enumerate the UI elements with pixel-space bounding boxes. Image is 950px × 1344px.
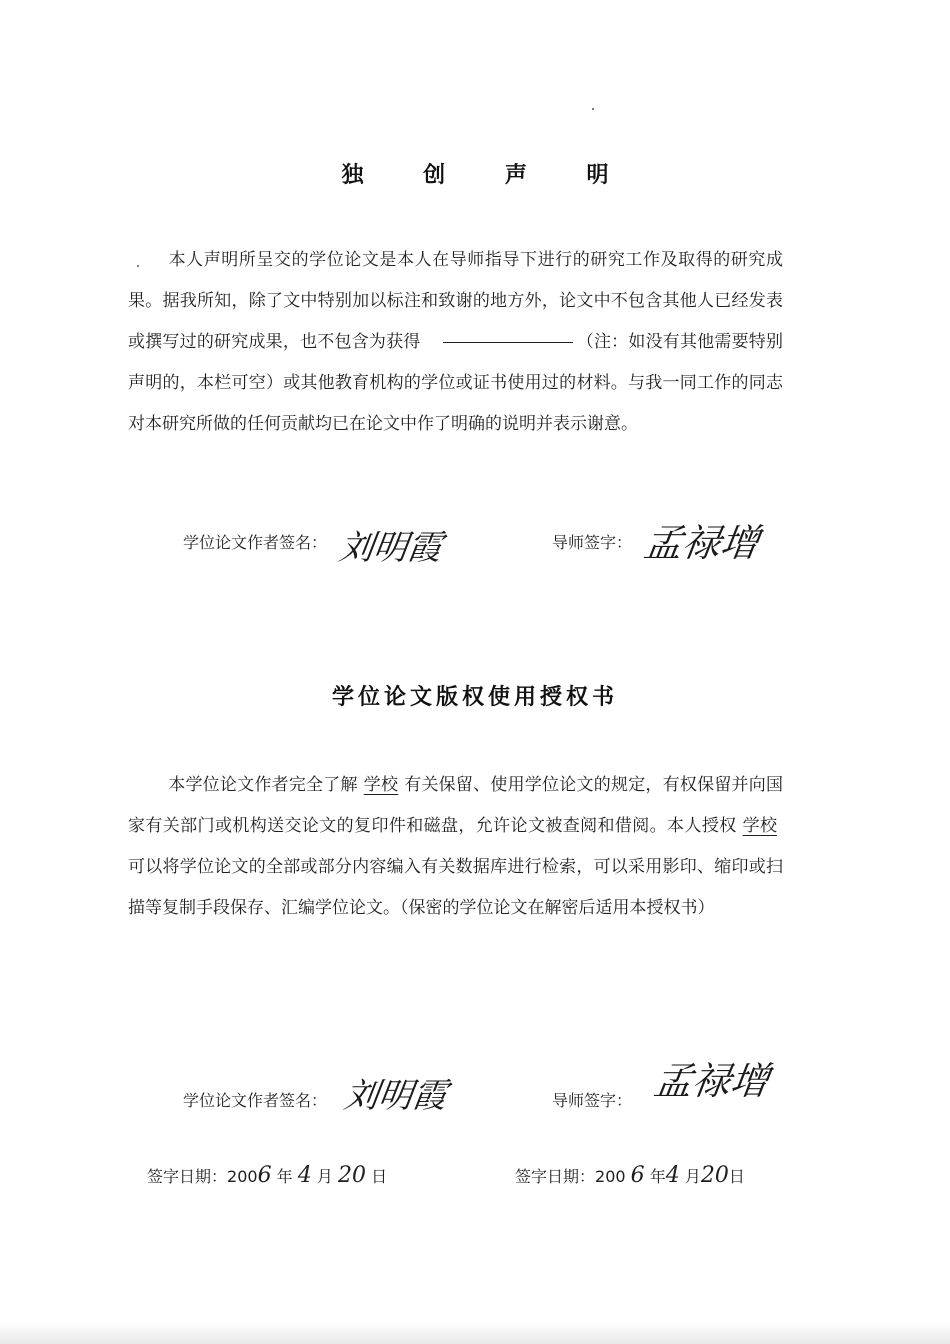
scan-speck [592, 108, 594, 110]
authorization-text-part-2: 有关保留、使用学位论文的规定，有权保留并向国家有关部门或机构送交论文的复印件和磁盘，允许论文被查阅和借阅。本人授权 [128, 775, 784, 836]
author-date-month-unit: 月 [316, 1167, 333, 1186]
declaration-text-part-1: 本人声明所呈交的学位论文是本人在导师指导下进行的研究工作及取得的研究成果。据我所知，除了文中特别加以标注和致谢的地方外，论文中不包含其他人已经发表或撰写过的研究成果，也不包含为获得 [128, 250, 783, 352]
authorization-title: 学位论文版权使用授权书 [331, 685, 618, 710]
advisor-date-day-unit: 日 [728, 1167, 745, 1186]
advisor-date-month-unit: 月 [684, 1167, 701, 1186]
author-sign-date [147, 1163, 387, 1188]
authorization-grantee-1: 学校 [363, 775, 399, 795]
scan-speck [137, 265, 139, 267]
author-date-label: 签字日期： [147, 1167, 228, 1186]
advisor-sign-date [515, 1163, 745, 1188]
author-date-day-unit: 日 [371, 1167, 388, 1186]
advisor-date-year-unit: 年 [649, 1167, 666, 1186]
advisor-date-day: 20 [700, 1163, 729, 1188]
authorization-paragraph [128, 765, 783, 929]
author-date-year-printed: 200 [227, 1167, 258, 1186]
declaration-author-signature: 刘明霞 [336, 528, 445, 568]
advisor-date-year-digit: 6 [630, 1163, 645, 1188]
declaration-blank-line [443, 341, 573, 343]
advisor-date-label: 签字日期： [515, 1167, 596, 1186]
authorization-author-sign-label: 学位论文作者签名： [183, 1091, 328, 1110]
declaration-advisor-signature: 孟禄增 [641, 521, 762, 565]
scan-edge-shadow [0, 1322, 950, 1344]
authorization-advisor-sign-label: 导师签字： [552, 1091, 633, 1110]
declaration-text-part-2: （注：如没有其他需要特别声明的，本栏可空）或其他教育机构的学位或证书使用过的材料。与我一同工作的同志对本研究所做的任何贡献均已在论文中作了明确的说明并表示谢意。 [128, 332, 784, 434]
advisor-date-month: 4 [665, 1163, 680, 1188]
authorization-author-signature: 刘明霞 [341, 1076, 450, 1116]
advisor-date-year-printed: 200 [595, 1167, 626, 1186]
declaration-author-sign-label: 学位论文作者签名： [183, 533, 328, 552]
authorization-advisor-signature: 孟禄增 [651, 1059, 772, 1103]
authorization-grantee-2: 学校 [742, 816, 777, 836]
authorization-text-part-1: 本学位论文作者完全了解 [168, 775, 358, 795]
declaration-paragraph [128, 240, 783, 445]
declaration-title: 独 创 声 明 [341, 163, 635, 188]
author-date-year-digit: 6 [257, 1163, 272, 1188]
authorization-text-part-3: 可以将学位论文的全部或部分内容编入有关数据库进行检索，可以采用影印、缩印或扫描等复制手段保存、汇编学位论文。（保密的学位论文在解密后适用本授权书） [128, 857, 783, 918]
author-date-day: 20 [337, 1163, 366, 1188]
author-date-year-unit: 年 [276, 1167, 293, 1186]
author-date-month: 4 [297, 1163, 312, 1188]
declaration-advisor-sign-label: 导师签字： [552, 533, 633, 552]
